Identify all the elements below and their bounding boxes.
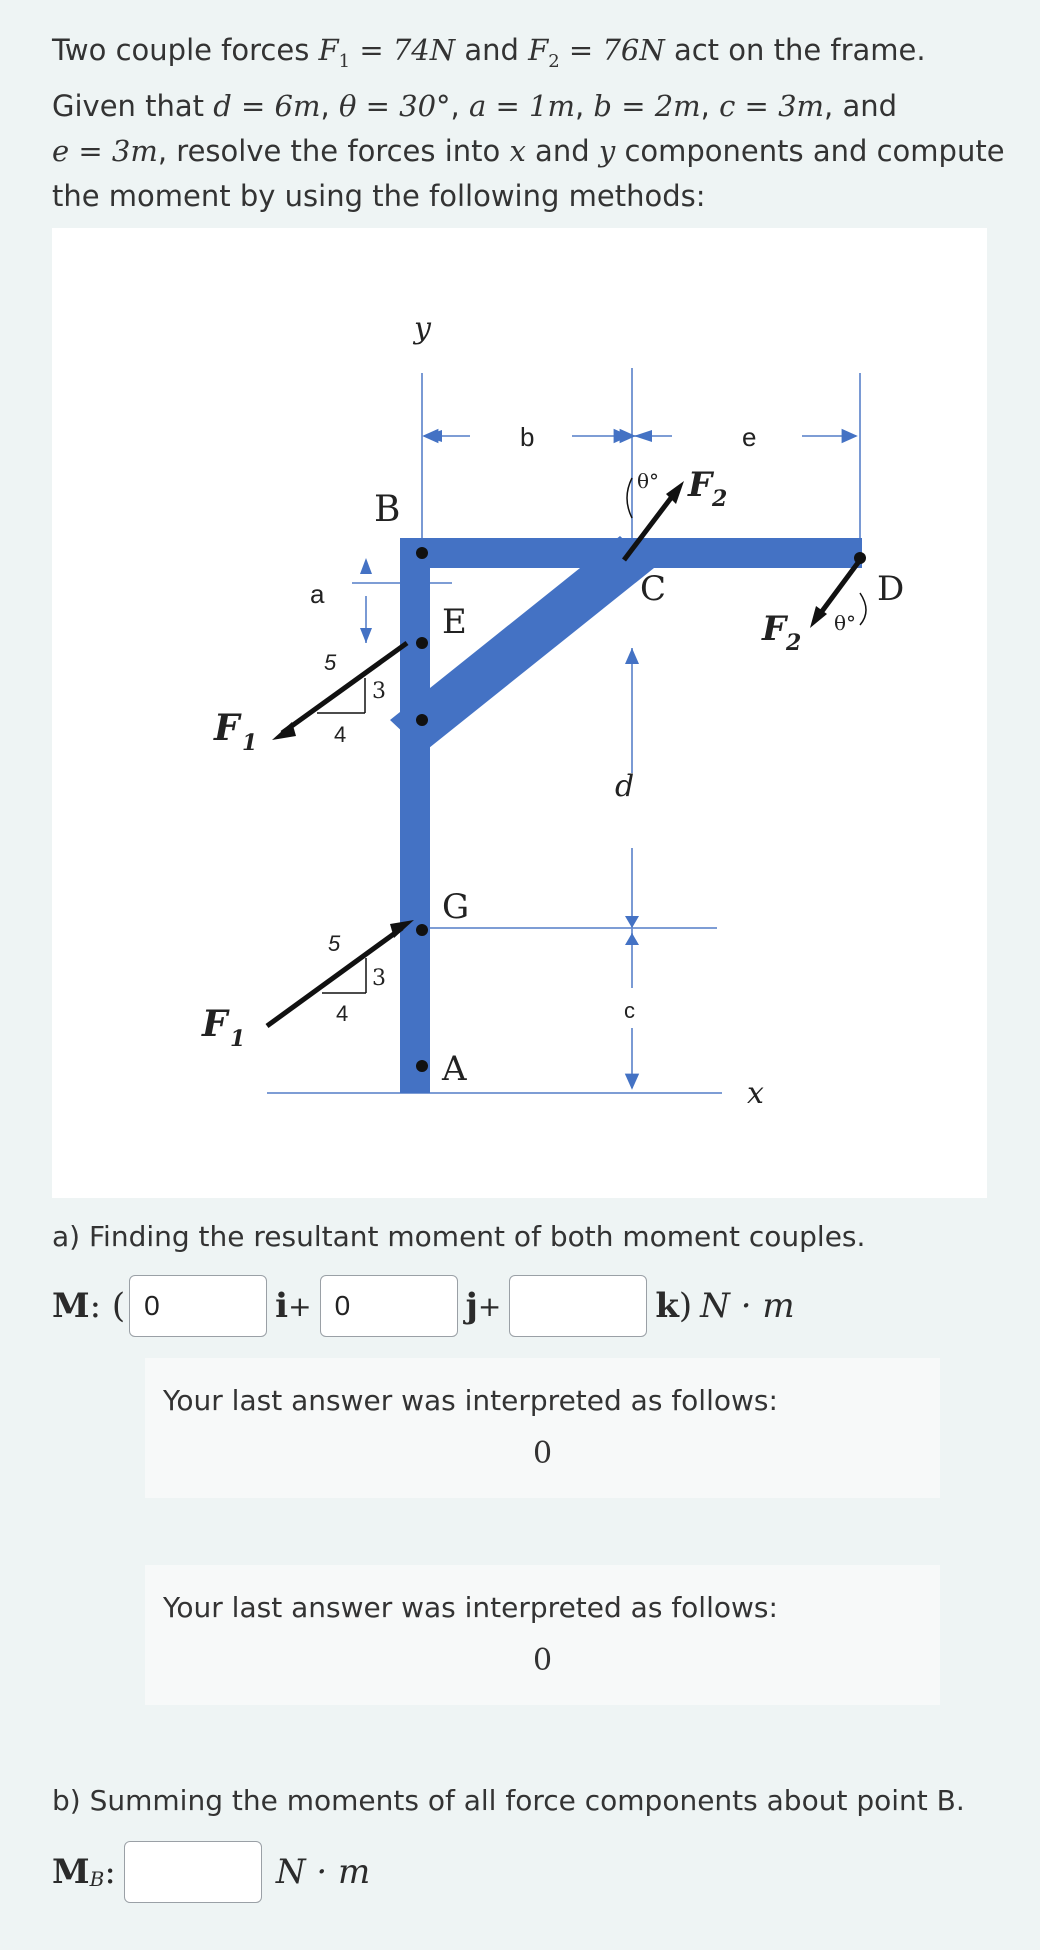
- label-F2-at-C: F: [688, 465, 713, 505]
- part-b-answer-row: [52, 1840, 370, 1904]
- label-point-G: G: [442, 887, 470, 927]
- unit-vector-i: i: [275, 1286, 289, 1326]
- moment-close-paren: ): [678, 1286, 693, 1326]
- point-diag-dot: [416, 714, 428, 726]
- label-theta-C: θ°: [637, 469, 660, 493]
- point-G-dot: [416, 924, 428, 936]
- label-point-E: E: [442, 602, 467, 642]
- moment-B-symbol: M: [52, 1852, 90, 1892]
- question-line-3: e = 3m, resolve the forces into x and y components and compute: [52, 133, 1005, 168]
- plus-sign-1: +: [288, 1289, 312, 1323]
- part-a-label: a) Finding the resultant moment of both moment couples.: [52, 1220, 866, 1253]
- label-theta-D: θ°: [834, 611, 857, 635]
- question-line-2: Given that d = 6m, θ = 30°, a = 1m, b = 2m, c = 3m, and: [52, 88, 898, 123]
- label-point-B: B: [374, 489, 401, 530]
- label-F1-lower-sub: 1: [230, 1026, 246, 1052]
- tri-upper-4: 4: [334, 722, 347, 747]
- feedback-text-2: Your last answer was interpreted as follows:: [163, 1591, 778, 1624]
- moment-symbol: M: [52, 1286, 90, 1326]
- frame-figure: [52, 228, 987, 1198]
- unit-vector-k: k: [655, 1286, 679, 1326]
- label-y-axis: y: [414, 311, 431, 346]
- dimension-lines: [267, 368, 860, 1093]
- label-x-axis: x: [747, 1076, 764, 1111]
- feedback-value-2: 0: [532, 1643, 553, 1678]
- point-A-dot: [416, 1060, 428, 1072]
- tri-lower-3: 3: [372, 966, 386, 991]
- label-F1-upper: F: [214, 707, 240, 749]
- unit-vector-j: j: [465, 1286, 478, 1326]
- label-F2-at-C-sub: 2: [712, 486, 728, 512]
- part-a-answer-row: [52, 1274, 795, 1338]
- frame-diagram: [52, 228, 987, 1198]
- vertical-member: [400, 538, 430, 1093]
- feedback-box-2: [145, 1565, 940, 1705]
- label-point-C: C: [640, 569, 667, 609]
- moment-k-input[interactable]: [509, 1275, 647, 1337]
- label-dim-d: d: [615, 769, 635, 804]
- moment-prefix: : (: [89, 1286, 126, 1326]
- label-F1-upper-sub: 1: [242, 730, 258, 756]
- pin-points: [416, 547, 866, 1072]
- moment-B-input[interactable]: [124, 1841, 262, 1903]
- label-point-D: D: [877, 569, 905, 609]
- tri-lower-4: 4: [336, 1001, 349, 1026]
- question-line-4: the moment by using the following methods:: [52, 178, 706, 213]
- label-dim-c: c: [624, 998, 635, 1023]
- tri-lower-5: 5: [328, 931, 341, 956]
- moment-j-input[interactable]: [320, 1275, 458, 1337]
- feedback-box-1: [145, 1358, 940, 1498]
- label-F2-at-D-sub: 2: [786, 630, 802, 656]
- moment-B-subscript: B: [89, 1867, 105, 1891]
- tri-upper-5: 5: [324, 650, 337, 675]
- label-dim-b: b: [520, 422, 535, 452]
- question-line-1: Two couple forces $F_1 = 74N$ and $F_2 = 76N$ act on the frame.: [52, 33, 926, 72]
- label-dim-a: a: [310, 579, 325, 609]
- moment-B-colon: :: [104, 1852, 116, 1892]
- moment-B-units: N · m: [275, 1852, 371, 1892]
- moment-units: N · m: [700, 1286, 795, 1326]
- label-F2-at-D: F: [762, 609, 787, 649]
- point-E-dot: [416, 637, 428, 649]
- label-dim-e: e: [742, 422, 757, 452]
- feedback-value-1: 0: [532, 1436, 553, 1471]
- feedback-text-1: Your last answer was interpreted as follows:: [163, 1384, 778, 1417]
- point-B-dot: [416, 547, 428, 559]
- label-point-A: A: [442, 1049, 467, 1089]
- moment-i-input[interactable]: [129, 1275, 267, 1337]
- question-text: [52, 28, 1012, 219]
- label-F1-lower: F: [202, 1003, 228, 1045]
- plus-sign-2: +: [477, 1289, 502, 1323]
- tri-upper-3: 3: [372, 679, 386, 704]
- part-b-label: b) Summing the moments of all force components about point B.: [52, 1784, 965, 1817]
